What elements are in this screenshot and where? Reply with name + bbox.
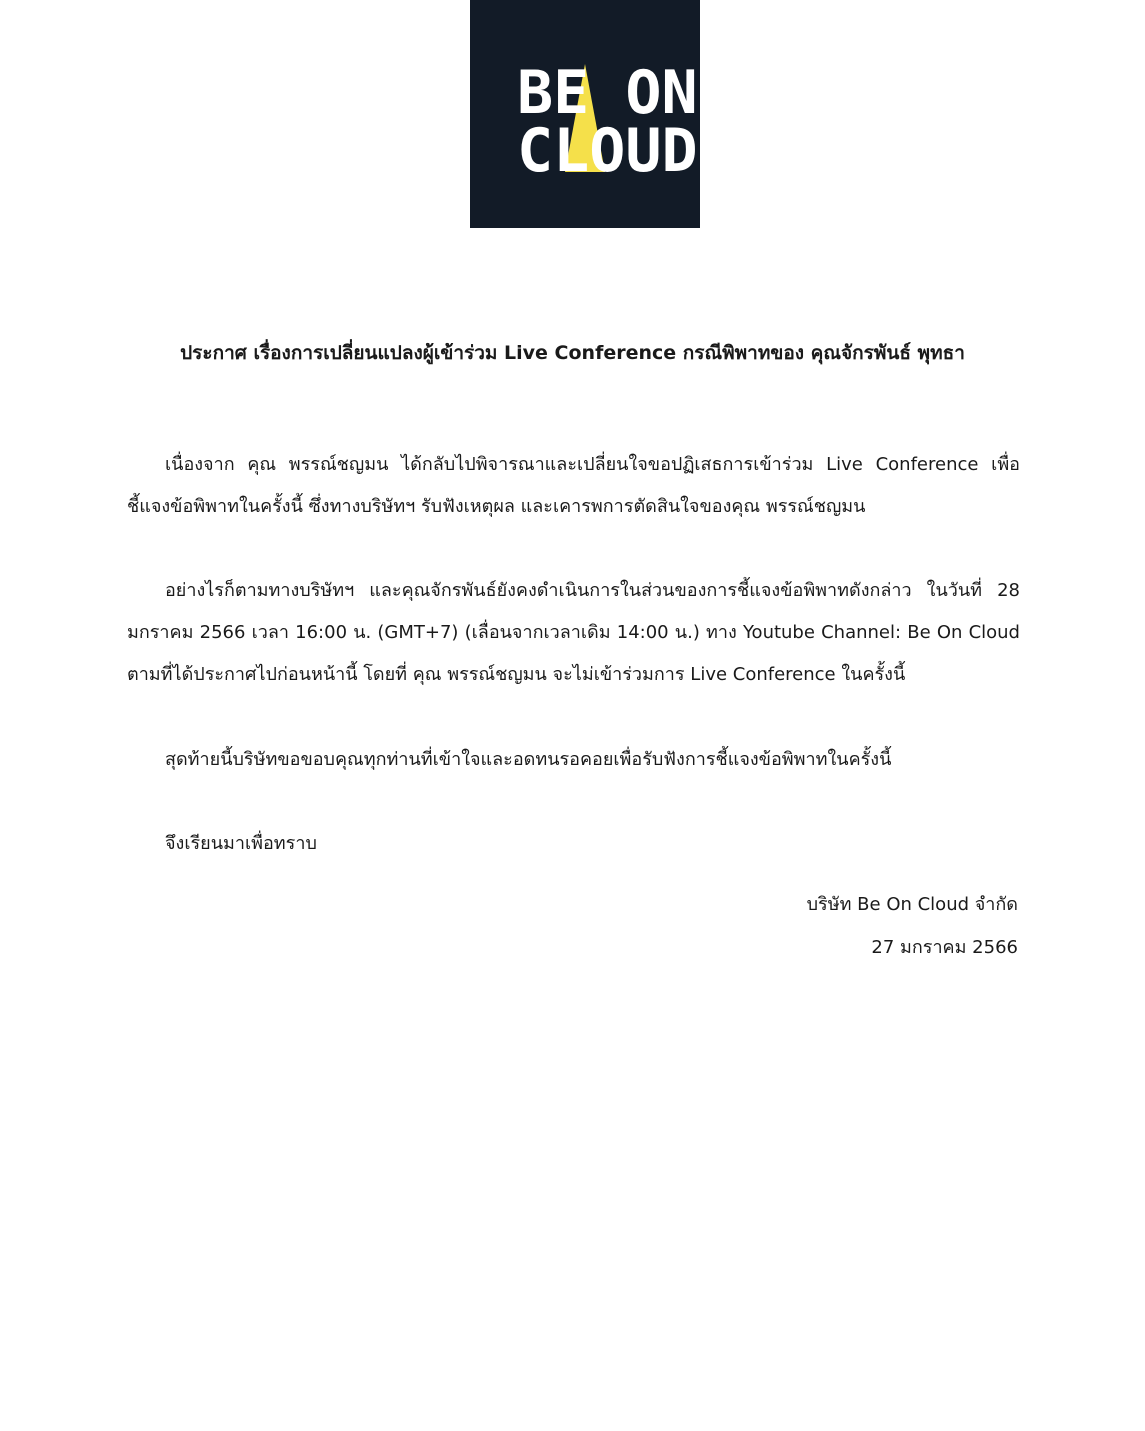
- logo-line-1: BE ON: [517, 58, 698, 128]
- paragraph-2: อย่างไรก็ตามทางบริษัทฯ และคุณจักรพันธ์ยังคงดำเนินการในส่วนของการชี้แจงข้อพิพาทดังกล่าว ในวันที่ 28 มกราคม 2566 เวลา 16:00 น. (GMT+7) (เลื่อนจากเวลาเดิม 14:00 น.) ทาง Youtube Channel: Be On Cloud ตามที่ได้ประกาศไปก่อนหน้านี้ โดยที่ คุณ พรรณ์ชญมน จะไม่เข้าร่วมการ Live Conference ในครั้งนี้: [127, 580, 1020, 685]
- announcement-title: ประกาศ เรื่องการเปลี่ยนแปลงผู้เข้าร่วม Live Conference กรณีพิพาทของ คุณจักรพันธ์ พุทธา: [180, 342, 965, 364]
- company-logo: [470, 0, 700, 228]
- signature-date: 27 มกราคม 2566: [871, 937, 1018, 958]
- be-on-cloud-logo-icon: [470, 0, 700, 228]
- signature-company: บริษัท Be On Cloud จำกัด: [806, 894, 1018, 915]
- closing-line: จึงเรียนมาเพื่อทราบ: [165, 833, 317, 854]
- logo-line-2: CLOUD: [517, 116, 698, 186]
- paragraph-1: เนื่องจาก คุณ พรรณ์ชญมน ได้กลับไปพิจารณาและเปลี่ยนใจขอปฏิเสธการเข้าร่วม Live Conference เพื่อชี้แจงข้อพิพาทในครั้งนี้ ซึ่งทางบริษัทฯ รับฟังเหตุผล และเคารพการตัดสินใจของคุณ พรรณ์ชญมน: [127, 454, 1020, 517]
- paragraph-3: สุดท้ายนี้บริษัทขอขอบคุณทุกท่านที่เข้าใจและอดทนรอคอยเพื่อรับฟังการชี้แจงข้อพิพาทในครั้งนี้: [165, 749, 892, 770]
